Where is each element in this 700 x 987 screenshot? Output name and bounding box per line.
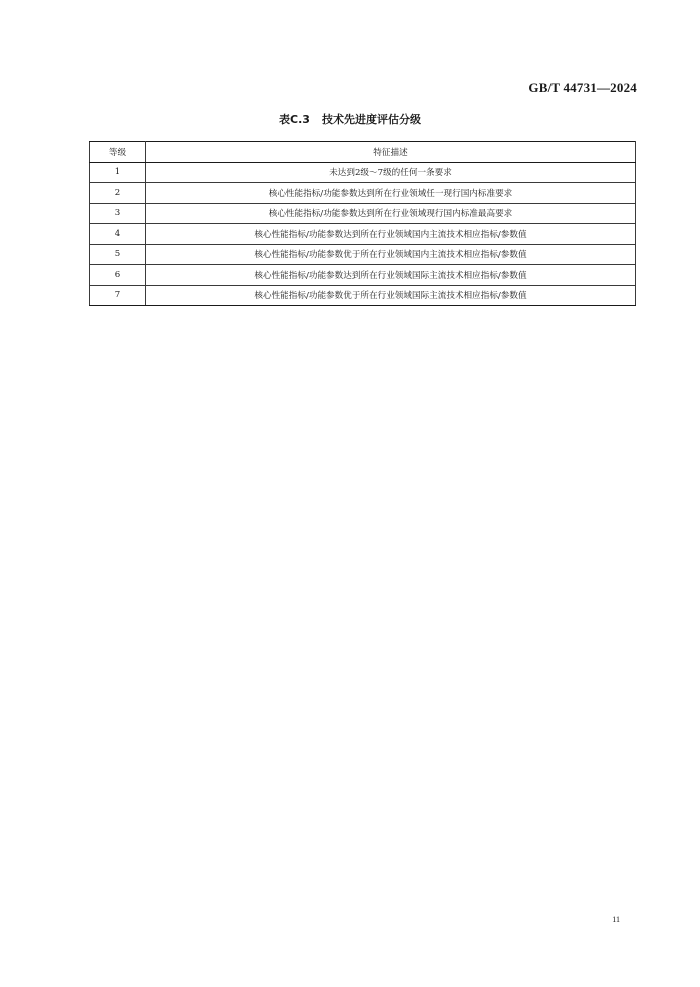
- grade-cell: 7: [90, 285, 146, 306]
- table-row: [90, 244, 636, 265]
- grade-cell: 6: [90, 265, 146, 286]
- grade-table: [89, 141, 636, 306]
- table-title: 技术先进度评估分级: [321, 113, 421, 126]
- grade-cell: 2: [90, 183, 146, 204]
- table-row: [90, 162, 636, 183]
- table-row: [90, 265, 636, 286]
- description-cell: 核心性能指标/功能参数优于所在行业领域国内主流技术相应指标/参数值: [146, 244, 636, 265]
- description-cell: 核心性能指标/功能参数优于所在行业领域国际主流技术相应指标/参数值: [146, 285, 636, 306]
- table-row: [90, 285, 636, 306]
- grade-cell: 4: [90, 224, 146, 245]
- grade-cell: 5: [90, 244, 146, 265]
- column-header-description: 特征描述: [146, 142, 636, 163]
- table-row: [90, 183, 636, 204]
- grade-cell: 1: [90, 162, 146, 183]
- column-header-grade: 等级: [90, 142, 146, 163]
- description-cell: 核心性能指标/功能参数达到所在行业领域现行国内标准最高要求: [146, 203, 636, 224]
- description-cell: 核心性能指标/功能参数达到所在行业领域国际主流技术相应指标/参数值: [146, 265, 636, 286]
- page-number: 11: [612, 915, 620, 924]
- table-row: [90, 224, 636, 245]
- standard-code: GB/T 44731—2024: [528, 80, 637, 95]
- description-cell: 核心性能指标/功能参数达到所在行业领域任一现行国内标准要求: [146, 183, 636, 204]
- table-caption: [0, 111, 700, 127]
- grade-cell: 3: [90, 203, 146, 224]
- table-row: [90, 203, 636, 224]
- description-cell: 核心性能指标/功能参数达到所在行业领域国内主流技术相应指标/参数值: [146, 224, 636, 245]
- table-header-row: [90, 142, 636, 163]
- table-number: 表C.3: [279, 113, 310, 126]
- description-cell: 未达到2级～7级的任何一条要求: [146, 162, 636, 183]
